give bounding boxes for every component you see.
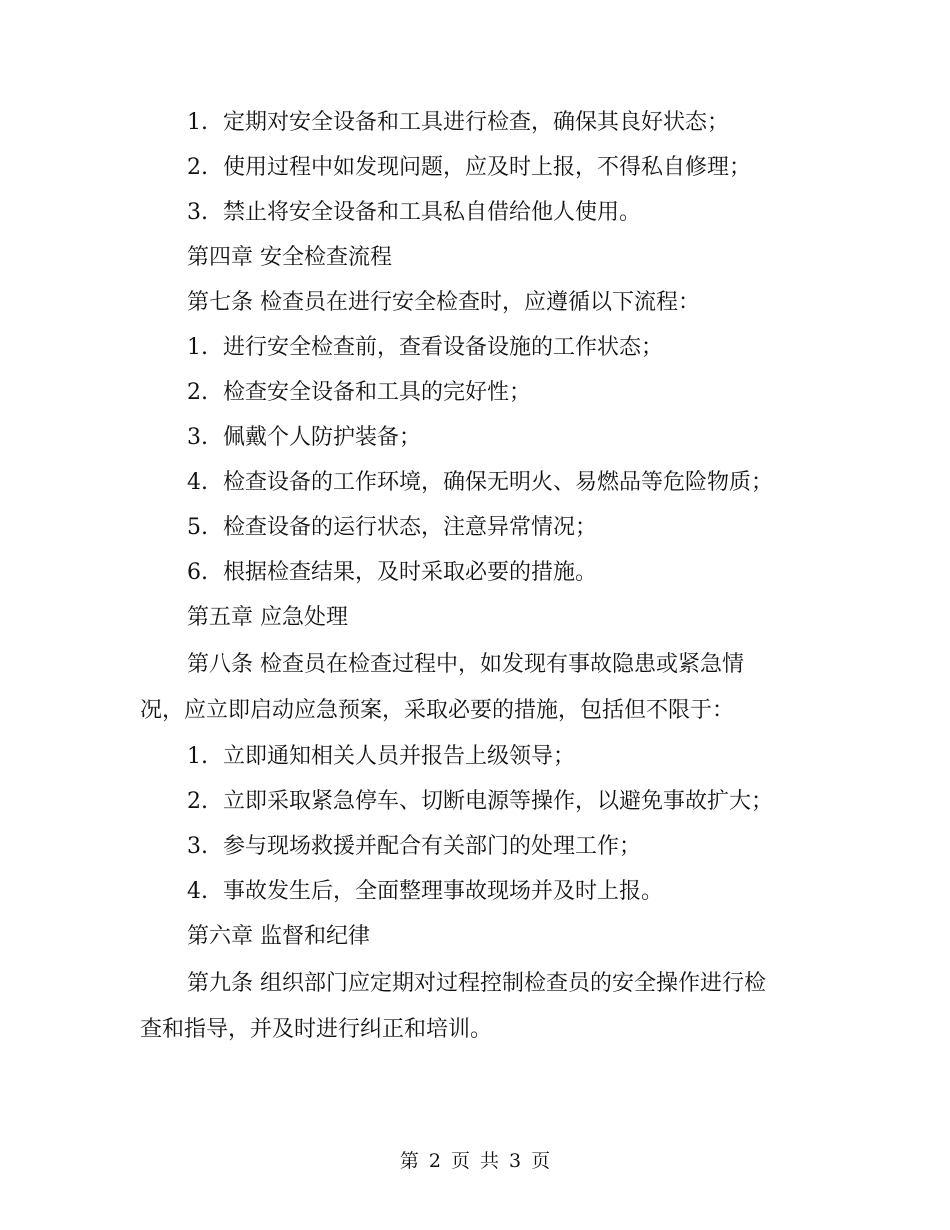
list-item — [0, 513, 950, 543]
list-text: 进行安全检查前，查看设备设施的工作状态； — [223, 335, 664, 360]
list-item — [0, 378, 950, 408]
list-item — [0, 742, 950, 772]
list-text: 佩戴个人防护装备； — [223, 425, 422, 450]
article-paragraph: 第八条 检查员在检查过程中，如发现有事故隐患或紧急情 — [187, 652, 744, 677]
list-item — [0, 423, 950, 453]
list-item — [0, 468, 950, 498]
list-text: 立即通知相关人员并报告上级领导； — [223, 744, 576, 769]
list-number: 6. — [187, 560, 208, 585]
list-number: 2. — [187, 155, 208, 180]
article-paragraph-continuation: 况，应立即启动应急预案，采取必要的措施，包括但不限于： — [140, 698, 735, 723]
list-item — [0, 832, 950, 862]
list-number: 1. — [187, 110, 208, 135]
article-paragraph-continuation: 查和指导，并及时进行纠正和培训。 — [140, 1017, 493, 1042]
list-number: 3. — [187, 200, 208, 225]
list-text: 根据检查结果，及时采取必要的措施。 — [223, 560, 598, 585]
page-footer: 第 2 页 共 3 页 — [399, 1150, 551, 1172]
list-item — [0, 558, 950, 588]
list-number: 5. — [187, 515, 208, 540]
chapter-heading: 第四章 安全检查流程 — [187, 245, 392, 270]
list-text: 事故发生后，全面整理事故现场并及时上报。 — [223, 879, 664, 904]
list-text: 使用过程中如发现问题，应及时上报，不得私自修理； — [223, 155, 752, 180]
list-item — [0, 198, 950, 228]
list-text: 检查设备的运行状态，注意异常情况； — [223, 515, 598, 540]
list-item — [0, 333, 950, 363]
list-text: 检查设备的工作环境，确保无明火、易燃品等危险物质； — [223, 470, 774, 495]
list-item — [0, 787, 950, 817]
article-paragraph: 第七条 检查员在进行安全检查时，应遵循以下流程： — [187, 290, 700, 315]
list-item — [0, 108, 950, 138]
list-number: 2. — [187, 789, 208, 814]
list-text: 检查安全设备和工具的完好性； — [223, 380, 532, 405]
list-number: 1. — [187, 744, 208, 769]
list-text: 参与现场救援并配合有关部门的处理工作； — [223, 834, 642, 859]
list-item — [0, 153, 950, 183]
list-number: 3. — [187, 834, 208, 859]
list-number: 3. — [187, 425, 208, 450]
list-text: 禁止将安全设备和工具私自借给他人使用。 — [223, 200, 642, 225]
list-text: 立即采取紧急停车、切断电源等操作，以避免事故扩大； — [223, 789, 774, 814]
list-number: 1. — [187, 335, 208, 360]
list-number: 2. — [187, 380, 208, 405]
list-number: 4. — [187, 879, 208, 904]
article-paragraph: 第九条 组织部门应定期对过程控制检查员的安全操作进行检 — [187, 971, 766, 996]
list-text: 定期对安全设备和工具进行检查，确保其良好状态； — [223, 110, 730, 135]
chapter-heading: 第六章 监督和纪律 — [187, 924, 370, 949]
list-item — [0, 877, 950, 907]
list-number: 4. — [187, 470, 208, 495]
chapter-heading: 第五章 应急处理 — [187, 605, 348, 630]
